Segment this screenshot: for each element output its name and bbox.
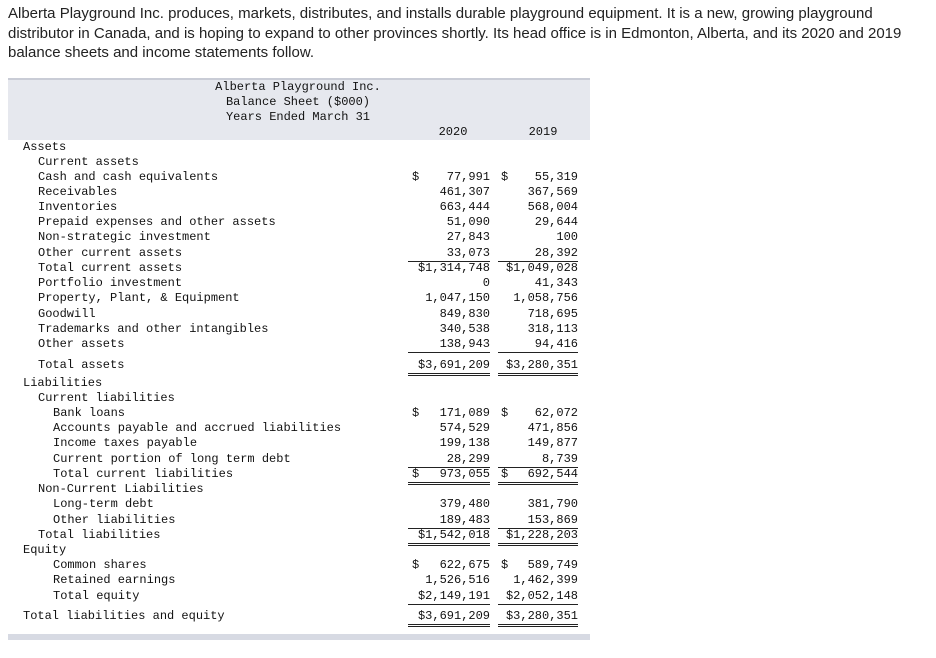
value-2019: 1,462,399 — [513, 573, 578, 587]
footer-bar — [8, 634, 590, 640]
currency-2019: $ — [501, 467, 509, 481]
row-label: Total assets — [38, 358, 125, 372]
row-label: Assets — [23, 140, 67, 154]
column-header-2019: 2019 — [528, 125, 558, 139]
value-2020: 622,675 — [439, 558, 490, 572]
statement-name: Balance Sheet ($000) — [225, 95, 371, 109]
table-row — [8, 337, 590, 352]
value-2020: $1,314,748 — [417, 261, 490, 275]
row-label: Current portion of long term debt — [53, 452, 291, 466]
table-row — [8, 452, 590, 467]
row-label: Inventories — [38, 200, 118, 214]
table-row — [8, 573, 590, 588]
row-label: Property, Plant, & Equipment — [38, 291, 240, 305]
value-2019: 28,392 — [498, 246, 578, 262]
value-2020: 1,526,516 — [425, 573, 490, 587]
row-label: Portfolio investment — [38, 276, 183, 290]
currency-2020: $ — [412, 406, 420, 420]
table-row — [8, 497, 590, 512]
row-label: Total liabilities and equity — [23, 609, 225, 623]
value-2020: $2,149,191 — [408, 589, 490, 605]
value-2020: 663,444 — [439, 200, 490, 214]
table-row — [8, 376, 590, 391]
value-2020: 461,307 — [439, 185, 490, 199]
table-row — [8, 436, 590, 451]
table-row — [8, 170, 590, 185]
table-row — [8, 467, 590, 482]
table-row — [8, 609, 590, 624]
currency-2020: $ — [412, 558, 420, 572]
value-2019: 318,113 — [527, 322, 578, 336]
table-row — [8, 322, 590, 337]
row-label: Receivables — [38, 185, 118, 199]
value-2020: 379,480 — [439, 497, 490, 511]
row-label: Retained earnings — [53, 573, 176, 587]
value-2019: 589,749 — [527, 558, 578, 572]
balance-sheet — [8, 78, 590, 643]
table-row — [8, 276, 590, 291]
row-label: Cash and cash equivalents — [38, 170, 219, 184]
row-label: Non-strategic investment — [38, 230, 211, 244]
table-row — [8, 261, 590, 276]
row-label: Other assets — [38, 337, 125, 351]
row-label: Trademarks and other intangibles — [38, 322, 269, 336]
value-2019: 718,695 — [527, 307, 578, 321]
value-2020: 138,943 — [408, 337, 490, 353]
row-label: Income taxes payable — [53, 436, 198, 450]
value-2020: $1,542,018 — [408, 528, 490, 546]
value-2020: 973,055 — [408, 467, 490, 485]
value-2019: $1,228,203 — [498, 528, 578, 546]
value-2020: 849,830 — [439, 307, 490, 321]
value-2020: $3,691,209 — [408, 609, 490, 627]
row-label: Goodwill — [38, 307, 96, 321]
value-2019: 153,869 — [498, 513, 578, 529]
row-label: Equity — [23, 543, 67, 557]
value-2020: 171,089 — [439, 406, 490, 420]
value-2020: 199,138 — [439, 436, 490, 450]
value-2020: 1,047,150 — [425, 291, 490, 305]
value-2019: 367,569 — [527, 185, 578, 199]
table-row — [8, 391, 590, 406]
table-row — [8, 358, 590, 373]
table-row — [8, 307, 590, 322]
sheet-title — [168, 80, 428, 125]
table-row — [8, 230, 590, 245]
currency-2019: $ — [501, 406, 509, 420]
table-row — [8, 291, 590, 306]
value-2020: 33,073 — [408, 246, 490, 262]
row-label: Current liabilities — [38, 391, 175, 405]
row-label: Common shares — [53, 558, 147, 572]
row-label: Bank loans — [53, 406, 126, 420]
value-2019: 471,856 — [527, 421, 578, 435]
table-row — [8, 246, 590, 261]
value-2019: 1,058,756 — [513, 291, 578, 305]
row-label: Liabilities — [23, 376, 103, 390]
value-2019: 94,416 — [498, 337, 578, 353]
value-2019: 62,072 — [534, 406, 578, 420]
row-label: Accounts payable and accrued liabilities — [53, 421, 342, 435]
row-label: Total current liabilities — [53, 467, 234, 481]
table-row — [8, 421, 590, 436]
table-row — [8, 185, 590, 200]
table-row — [8, 589, 590, 604]
value-2020: 340,538 — [439, 322, 490, 336]
table-row — [8, 155, 590, 170]
table-row — [8, 528, 590, 543]
value-2020: 189,483 — [408, 513, 490, 529]
table-row — [8, 558, 590, 573]
currency-2020: $ — [412, 170, 420, 184]
row-label: Non-Current Liabilities — [38, 482, 204, 496]
value-2019: 41,343 — [534, 276, 578, 290]
row-label: Total current assets — [38, 261, 183, 275]
value-2019: 29,644 — [534, 215, 578, 229]
value-2019: 381,790 — [527, 497, 578, 511]
currency-2019: $ — [501, 558, 509, 572]
intro-paragraph: Alberta Playground Inc. produces, markets, distributes, and installs durable playground equipment. It is a new, growing playground distributor in Canada, and is hoping to expand to other provinces shortly. Its head office is in Edmonton, Alberta, and its 2020 and 2019 balance sheets and income statements follow. — [8, 5, 902, 61]
value-2019: $3,280,351 — [498, 358, 578, 376]
value-2019: $3,280,351 — [498, 609, 578, 627]
row-label: Total equity — [53, 589, 140, 603]
currency-2019: $ — [501, 170, 509, 184]
row-label: Total liabilities — [38, 528, 161, 542]
column-header-2020: 2020 — [438, 125, 468, 139]
value-2019: 8,739 — [498, 452, 578, 468]
currency-2020: $ — [412, 467, 420, 481]
table-row — [8, 215, 590, 230]
table-row — [8, 140, 590, 155]
value-2020: 0 — [482, 276, 490, 290]
value-2019: 55,319 — [534, 170, 578, 184]
value-2020: 28,299 — [408, 452, 490, 468]
row-label: Other liabilities — [53, 513, 176, 527]
value-2019: $2,052,148 — [498, 589, 578, 605]
table-row — [8, 513, 590, 528]
value-2020: $3,691,209 — [408, 358, 490, 376]
value-2019: 692,544 — [498, 467, 578, 485]
row-label: Current assets — [38, 155, 139, 169]
value-2019: 100 — [556, 230, 578, 244]
period-label: Years Ended March 31 — [225, 110, 371, 124]
value-2020: 574,529 — [439, 421, 490, 435]
value-2019: $1,049,028 — [505, 261, 578, 275]
value-2020: 27,843 — [446, 230, 490, 244]
value-2020: 77,991 — [446, 170, 490, 184]
row-label: Long-term debt — [53, 497, 154, 511]
value-2019: 149,877 — [527, 436, 578, 450]
value-2020: 51,090 — [446, 215, 490, 229]
value-2019: 568,004 — [527, 200, 578, 214]
table-row — [8, 543, 590, 558]
row-label: Prepaid expenses and other assets — [38, 215, 276, 229]
table-row — [8, 200, 590, 215]
company-name: Alberta Playground Inc. — [215, 80, 381, 94]
table-row — [8, 406, 590, 421]
row-label: Other current assets — [38, 246, 183, 260]
table-row — [8, 482, 590, 497]
